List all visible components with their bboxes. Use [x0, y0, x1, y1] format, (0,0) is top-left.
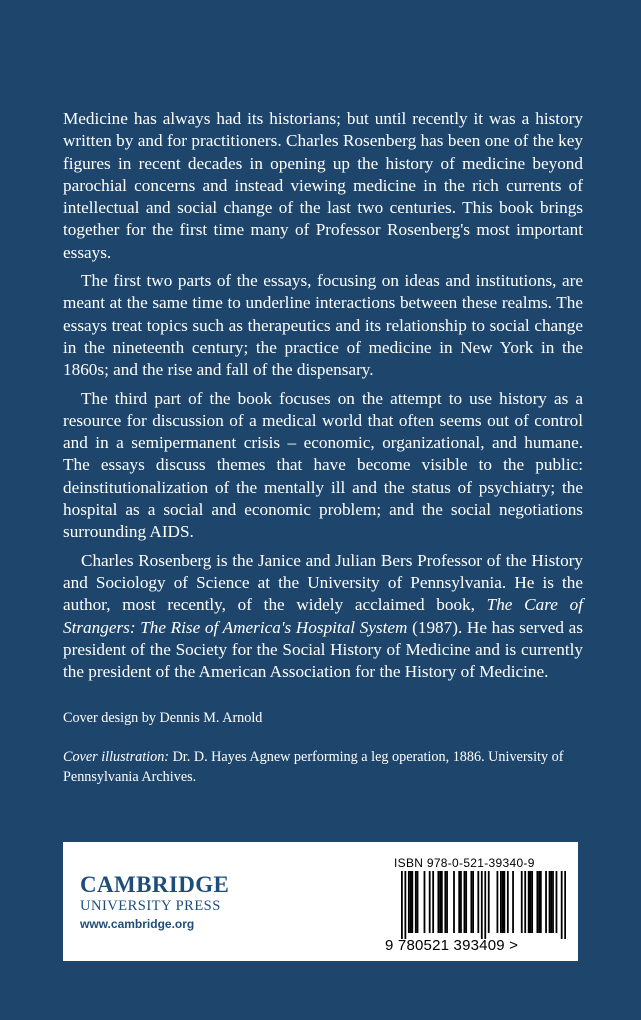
barcode-bar [441, 871, 443, 933]
back-cover-blurb [63, 108, 583, 689]
blurb-paragraph-2: The first two parts of the essays, focusing on ideas and institutions, are meant at the same time to underline interactions between these realms. The essays treat topics such as therapeutics and its relationship to social change in the nineteenth century; the practice of medicine in New York in the 1860s; and the rise and fall of the dispensary. [63, 271, 583, 380]
barcode-bar [488, 871, 490, 933]
blurb-paragraph-3: The third part of the book focuses on the attempt to use history as a resource for discussion of a medical world that often seems out of control and in a semipermanent crisis – economic, organizational, and humane. The essays discuss themes that have become visible to the public: deinstitutionalization of the mentally ill and the status of psychiatry; the hospital as a social and economic problem; and the social negotiations surrounding AIDS. [63, 388, 583, 542]
barcode-bar [465, 871, 467, 933]
barcode-bar [408, 871, 410, 933]
barcode-bar [561, 871, 563, 939]
barcode-bar [538, 871, 540, 933]
barcode-bar [437, 871, 439, 933]
barcode-digits: 9 780521 393409 > [385, 937, 519, 954]
barcode-bar [444, 871, 446, 933]
barcode-bar [477, 871, 479, 933]
barcode-bar [552, 871, 554, 933]
barcode-bar [528, 871, 530, 933]
barcode-bar [424, 871, 426, 933]
barcode-bar [564, 871, 566, 939]
barcode-bar [401, 871, 403, 939]
barcode-bar [429, 871, 431, 933]
publisher-barcode-panel [63, 842, 578, 961]
barcode-bar [453, 871, 455, 933]
barcode-bar [512, 871, 514, 933]
blurb-paragraph-1: Medicine has always had its historians; but until recently it was a history written by and for practitioners. Charles Rosenberg has been one of the key figures in recent decades in opening up the history of medicine beyond parochial concerns and instead viewing medicine in the rich currents of intellectual and social change of the last two centuries. This book brings together for the first time many of Professor Rosenberg's most important essays. [63, 109, 583, 262]
isbn-label: ISBN 978-0-521-39340-9 [394, 856, 535, 870]
barcode-bar [481, 871, 483, 939]
barcode-bar [556, 871, 558, 933]
publisher-logo-press: UNIVERSITY PRESS [80, 898, 221, 914]
barcode-bar [531, 871, 533, 933]
barcode-bar [460, 871, 462, 933]
barcode-bar [446, 871, 448, 933]
barcode-bar [536, 871, 538, 933]
cover-design-credit: Cover design by Dennis M. Arnold [63, 710, 263, 726]
barcode-bar [432, 871, 434, 933]
barcode-bar [524, 871, 526, 933]
barcode-bar [472, 871, 474, 933]
barcode-bar [540, 871, 542, 933]
barcode-bar [417, 871, 419, 933]
barcode-bar [530, 871, 532, 933]
barcode-bar [484, 871, 486, 939]
barcode-bar [470, 871, 472, 933]
barcode-bar [415, 871, 417, 933]
barcode-bar [521, 871, 523, 933]
author-bio [63, 550, 583, 684]
barcode-bar [550, 871, 552, 933]
publisher-url: www.cambridge.org [80, 917, 195, 931]
barcode-bar [545, 871, 547, 933]
barcode-bar [503, 871, 505, 933]
barcode-bar [502, 871, 504, 933]
barcode-bar [507, 871, 509, 933]
publisher-logo-name: CAMBRIDGE [80, 872, 230, 897]
barcode-bar [500, 871, 502, 933]
cover-illustration-credit [63, 747, 583, 787]
barcode-bar [404, 871, 406, 939]
barcode-bar [458, 871, 460, 933]
cover-illustration-label: Cover illustration: [63, 749, 170, 765]
barcode-bar [410, 871, 412, 933]
barcode-image [401, 871, 566, 939]
barcode-bar [464, 871, 466, 933]
barcode-bar [549, 871, 551, 933]
author-bio-text-end: (1987). He has served as president of the Society for the Social History of Medicine and is currently the president of the American Association for the History of Medicine. [63, 617, 583, 682]
barcode-bar [439, 871, 441, 933]
cover-illustration-text: Dr. D. Hayes Agnew performing a leg operation, 1886. University of Pennsylvania Archives. [63, 749, 564, 785]
book-title: The Care of Strangers: The Rise of America's Hospital System [63, 595, 583, 637]
author-bio-text: Charles Rosenberg is the Janice and Julian Bers Professor of the History and Sociology of Science at the University of Pennsylvania. He is the author, most recently, of the widely acclaimed book, [63, 550, 583, 615]
barcode-bar [497, 871, 499, 933]
barcode-bar [411, 871, 413, 933]
